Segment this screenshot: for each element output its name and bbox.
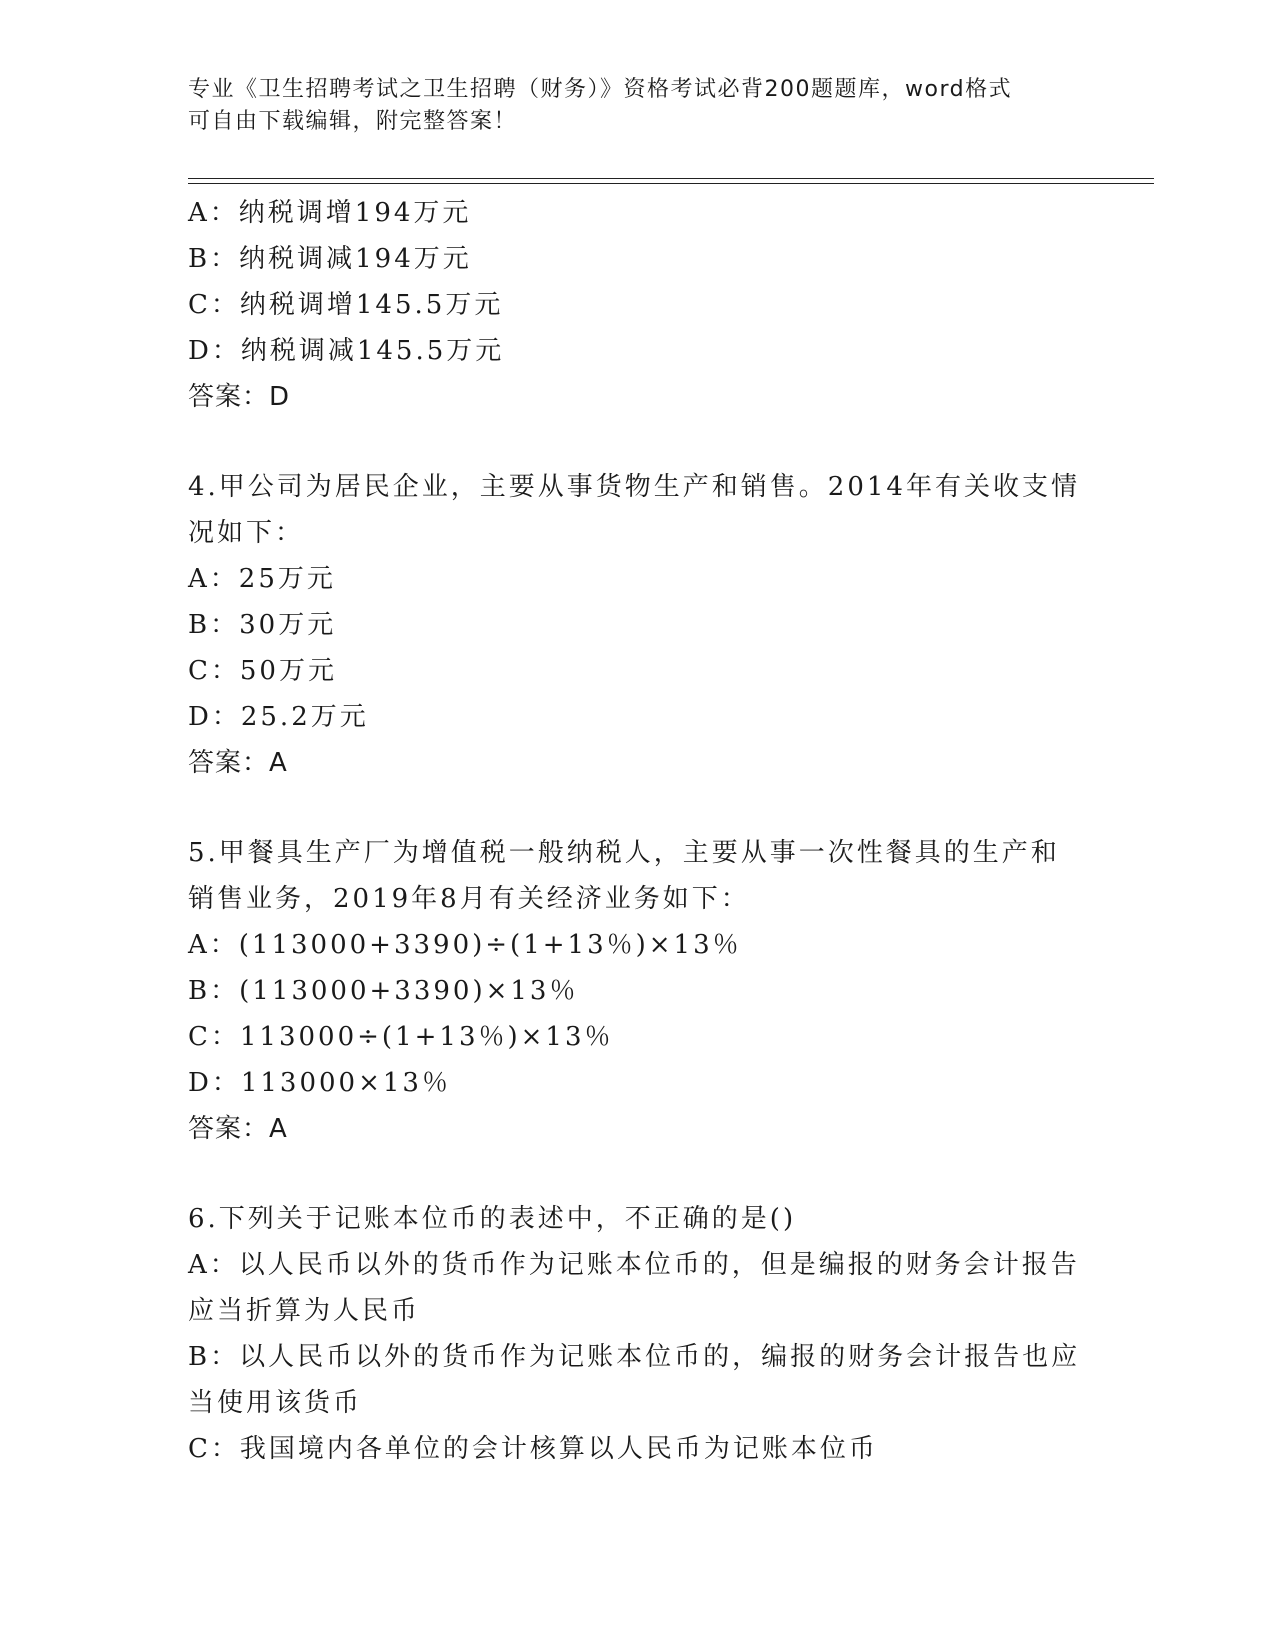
question-4-option-a: A：25万元 [188,564,336,594]
question-6-stem-line-1: 6.下列关于记账本位币的表述中，不正确的是() [188,1204,797,1234]
header-title-line-2: 可自由下载编辑，附完整答案！ [188,109,518,134]
question-4-stem-line-1: 4.甲公司为居民企业，主要从事货物生产和销售。2014年有关收支情 [188,472,1080,502]
question-3-answer: 答案：D [188,382,291,412]
spacer [188,1152,1088,1196]
question-4 [188,464,1088,786]
question-6-option-b-line-2: 当使用该货币 [188,1388,363,1418]
question-6 [188,1196,1088,1472]
question-5-option-a: A：(113000+3390)÷(1+13％)×13％ [188,930,742,960]
question-6-option-a-line-1: A：以人民币以外的货币作为记账本位币的，但是编报的财务会计报告 [188,1250,1080,1280]
question-5-option-b: B：(113000+3390)×13％ [188,976,579,1006]
document-header [188,74,1068,138]
spacer [188,786,1088,830]
header-divider-top [188,178,1154,179]
question-5-stem-line-2: 销售业务，2019年8月有关经济业务如下： [188,884,750,914]
question-3-option-c: C：纳税调增145.5万元 [188,290,504,320]
question-3-option-a: A：纳税调增194万元 [188,198,472,228]
question-6-option-b-line-1: B：以人民币以外的货币作为记账本位币的，编报的财务会计报告也应 [188,1342,1081,1372]
spacer [188,420,1088,464]
question-4-option-d: D：25.2万元 [188,702,369,732]
question-6-option-c-line-1: C：我国境内各单位的会计核算以人民币为记账本位币 [188,1434,878,1464]
question-5-answer: 答案：A [188,1114,288,1144]
question-4-option-c: C：50万元 [188,656,337,686]
header-divider-bottom [188,183,1154,184]
question-3-option-d: D：纳税调减145.5万元 [188,336,505,366]
question-5 [188,830,1088,1152]
question-4-answer: 答案：A [188,748,288,778]
question-4-option-b: B：30万元 [188,610,337,640]
question-5-stem-line-1: 5.甲餐具生产厂为增值税一般纳税人，主要从事一次性餐具的生产和 [188,838,1060,868]
question-list [188,190,1088,1472]
question-6-option-a-line-2: 应当折算为人民币 [188,1296,421,1326]
question-5-option-c: C：113000÷(1+13％)×13％ [188,1022,614,1052]
question-3 [188,190,1088,420]
question-3-option-b: B：纳税调减194万元 [188,244,472,274]
header-title-line-1: 专业《卫生招聘考试之卫生招聘（财务）》资格考试必背200题题库，word格式 [188,77,1013,102]
question-5-option-d: D：113000×13％ [188,1068,451,1098]
question-4-stem-line-2: 况如下： [188,518,305,548]
